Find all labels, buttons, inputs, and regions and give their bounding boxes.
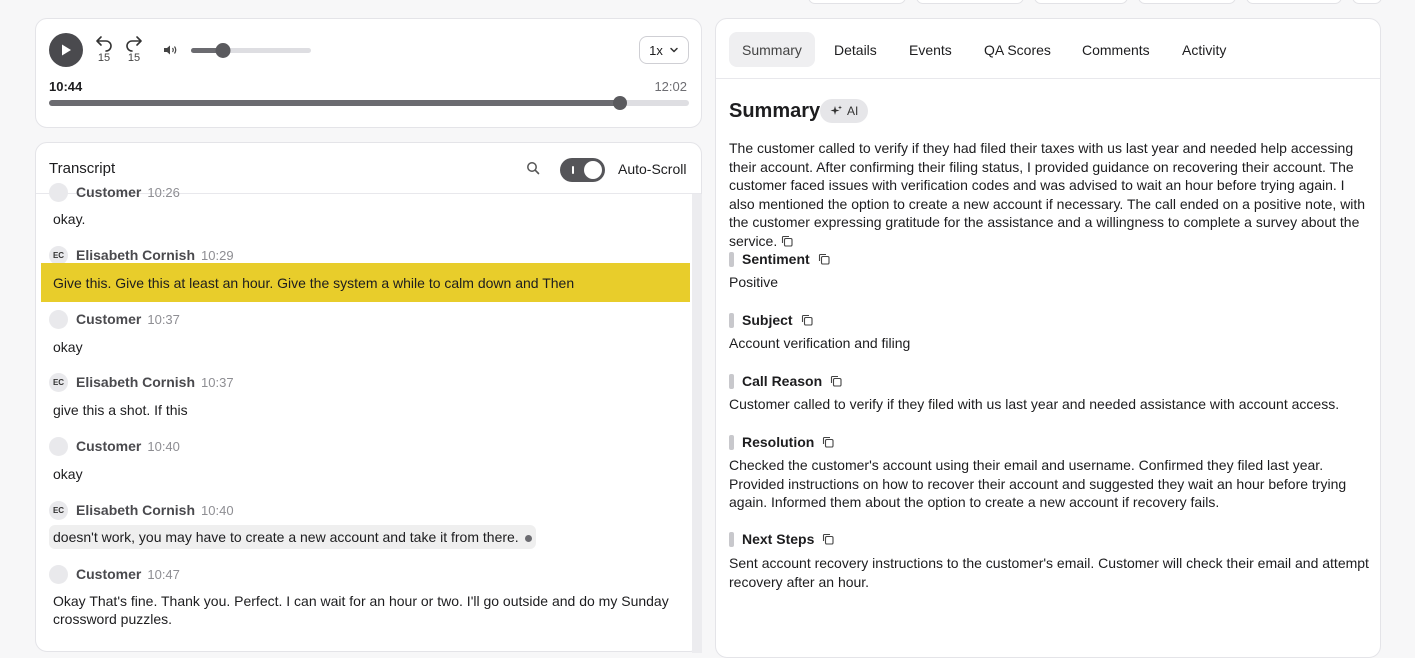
section-marker <box>729 313 734 328</box>
speaker-timestamp[interactable]: 10:26 <box>147 184 180 200</box>
section-marker <box>729 252 734 267</box>
avatar: EC <box>49 373 68 392</box>
speaker-timestamp[interactable]: 10:37 <box>147 311 180 327</box>
speaker-timestamp[interactable]: 10:40 <box>147 438 180 454</box>
copy-icon <box>822 436 834 448</box>
transcript-line[interactable]: okay. <box>53 211 86 227</box>
transcript-line-playing[interactable] <box>49 525 536 549</box>
transcript-line-active[interactable]: Give this. Give this at least an hour. Give the system a while to calm down and Then <box>41 263 690 302</box>
forward-icon <box>125 35 143 51</box>
toolbar-button-1[interactable] <box>808 0 906 4</box>
avatar <box>49 565 68 584</box>
chevron-down-icon <box>669 45 679 55</box>
avatar: EC <box>49 501 68 520</box>
toggle-on-mark <box>572 166 574 174</box>
speaker-name: Customer <box>76 184 142 200</box>
transcript-panel <box>35 142 702 652</box>
speaker-name: Customer <box>76 566 142 582</box>
copy-icon <box>822 533 834 545</box>
transcript-line[interactable]: Okay That's fine. Thank you. Perfect. I can wait for an hour or two. I'll go outside and do my Sunday crossword puzzles. <box>53 593 669 627</box>
section-marker <box>729 435 734 450</box>
transcript-line[interactable]: give this a shot. If this <box>53 402 188 418</box>
total-time: 12:02 <box>654 79 687 94</box>
toolbar-button-2[interactable] <box>916 0 1024 4</box>
toolbar-button-3[interactable] <box>1034 0 1128 4</box>
volume-slider[interactable] <box>191 48 311 53</box>
section-marker <box>729 374 734 389</box>
section-resolution-header <box>729 433 834 451</box>
ai-badge <box>820 99 868 123</box>
tab-details[interactable]: Details <box>834 41 877 58</box>
speaker-name: Customer <box>76 438 142 454</box>
seek-handle[interactable] <box>613 96 627 110</box>
section-resolution-text: Checked the customer's account using their email and username. Confirmed they filed last year. Provided instructions on how to recover their account and suggested they wait an hour before trying again. Informed them about the option to create a new account if recovery fails. <box>729 457 1347 511</box>
section-label: Sentiment <box>742 251 810 267</box>
speaker-name: Elisabeth Cornish <box>76 247 196 263</box>
transcript-list[interactable] <box>36 184 691 653</box>
section-label: Call Reason <box>742 373 823 389</box>
speaker-timestamp[interactable]: 10:37 <box>201 374 234 390</box>
autoscroll-label: Auto-Scroll <box>618 161 687 177</box>
speaker-timestamp[interactable]: 10:47 <box>147 566 180 582</box>
transcript-line[interactable]: okay <box>53 339 83 355</box>
play-button[interactable] <box>49 33 83 67</box>
summary-text <box>729 139 1369 251</box>
copy-sentiment-button[interactable] <box>818 253 830 265</box>
playing-indicator <box>525 535 532 542</box>
speaker-name: Elisabeth Cornish <box>76 374 196 390</box>
details-panel <box>715 18 1381 658</box>
section-sentiment-header <box>729 250 830 268</box>
tab-comments[interactable]: Comments <box>1082 41 1150 58</box>
speaker-name: Elisabeth Cornish <box>76 502 196 518</box>
copy-resolution-button[interactable] <box>822 436 834 448</box>
copy-next-steps-button[interactable] <box>822 533 834 545</box>
playback-speed-select[interactable] <box>639 36 689 64</box>
transcript-title: Transcript <box>49 160 116 177</box>
ai-badge-label: AI <box>847 104 859 118</box>
tab-summary[interactable]: Summary <box>729 32 815 67</box>
tab-events[interactable]: Events <box>909 41 952 58</box>
toggle-knob <box>584 161 602 179</box>
speaker-header <box>49 436 180 456</box>
tab-qa-scores[interactable]: QA Scores <box>984 41 1051 58</box>
toolbar-button-4[interactable] <box>1138 0 1236 4</box>
speaker-header <box>49 564 180 584</box>
section-label: Subject <box>742 312 793 328</box>
copy-call-reason-button[interactable] <box>830 375 842 387</box>
section-next-steps-text: Sent account recovery instructions to the customer's email. Customer will check their email and attempt recovery after an hour. <box>729 555 1369 590</box>
copy-icon <box>818 253 830 265</box>
copy-icon <box>801 314 813 326</box>
rewind-icon <box>95 35 113 51</box>
speaker-header <box>49 182 180 202</box>
avatar <box>49 310 68 329</box>
speaker-header <box>49 372 234 392</box>
speaker-timestamp[interactable]: 10:29 <box>201 247 234 263</box>
section-subject-header <box>729 311 813 329</box>
speaker-name: Customer <box>76 311 142 327</box>
copy-icon <box>830 375 842 387</box>
avatar: EC <box>49 246 68 265</box>
section-marker <box>729 532 734 547</box>
sparkle-icon <box>830 105 842 117</box>
summary-text-content: The customer called to verify if they had filed their taxes with us last year and needed help accessing their account. After confirming their filing status, I provided guidance on recovering their account. The customer faced issues with verification codes and was advised to wait an hour before trying again. I also mentioned the option to create a new account if necessary. The call ended on a positive note, with the customer expressing gratitude for the assistance and a willingness to complete a survey about the service. <box>729 140 1366 249</box>
autoscroll-toggle[interactable] <box>560 158 605 182</box>
section-subject-text: Account verification and filing <box>729 335 911 351</box>
toolbar-button-6[interactable] <box>1352 0 1382 4</box>
search-icon[interactable] <box>526 161 540 175</box>
seek-bar[interactable] <box>49 100 689 106</box>
section-call-reason-header <box>729 372 842 390</box>
transcript-scrollbar[interactable] <box>692 194 702 653</box>
avatar <box>49 183 68 202</box>
playback-speed-value: 1x <box>649 42 663 58</box>
section-sentiment-text: Positive <box>729 274 779 290</box>
panel-tabs <box>716 19 1380 79</box>
avatar <box>49 437 68 456</box>
toolbar-button-5[interactable] <box>1246 0 1342 4</box>
skip-forward-label: 15 <box>127 52 141 64</box>
copy-summary-button[interactable] <box>781 235 793 247</box>
speaker-timestamp[interactable]: 10:40 <box>201 502 234 518</box>
volume-handle[interactable] <box>216 43 231 58</box>
copy-subject-button[interactable] <box>801 314 813 326</box>
copy-icon <box>781 235 793 247</box>
transcript-line[interactable]: okay <box>53 466 83 482</box>
section-call-reason-text: Customer called to verify if they filed with us last year and needed assistance with account access. <box>729 396 1340 412</box>
skip-forward-button[interactable] <box>123 35 145 64</box>
section-label: Resolution <box>742 434 815 450</box>
skip-back-label: 15 <box>97 52 111 64</box>
speaker-header <box>49 245 234 265</box>
tab-activity[interactable]: Activity <box>1182 41 1227 58</box>
volume-icon[interactable] <box>162 43 178 57</box>
speaker-header <box>49 500 234 520</box>
section-next-steps-header <box>729 530 834 548</box>
audio-player <box>35 18 702 128</box>
speaker-header <box>49 309 180 329</box>
skip-back-button[interactable] <box>93 35 115 64</box>
seek-progress <box>49 100 620 106</box>
summary-title: Summary <box>729 100 821 122</box>
current-time: 10:44 <box>49 79 83 94</box>
transcript-line-text: doesn't work, you may have to create a new account and take it from there. <box>53 529 519 545</box>
play-icon <box>59 43 73 57</box>
section-label: Next Steps <box>742 531 815 547</box>
